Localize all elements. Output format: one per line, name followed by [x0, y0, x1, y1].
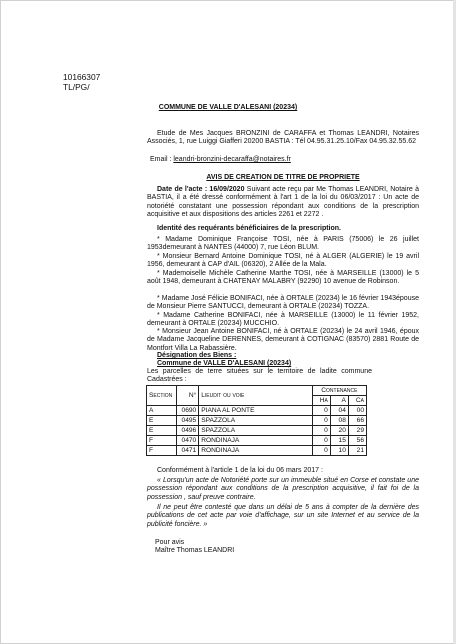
cell-number: 0496 — [177, 426, 199, 436]
table-row — [147, 446, 367, 456]
requerant-1: * Madame Dominique Françoise TOSI, née à PARIS (75006) le 26 juillet 1953demeurant à NANTES (44000) 7, rue Léon BLUM. — [147, 236, 419, 252]
requerant-6: * Monsieur Jean Antoine BONIFACI, né à ORTALE (20234) le 24 avril 1946, époux de Madame Jacqueline DERENNES, demeurant à COTIGNAC (83570) 2881 Route de Montfort Villa La Rabassière. — [147, 328, 419, 352]
cell-ha: 0 — [312, 406, 330, 416]
cell-ha: 0 — [312, 446, 330, 456]
cell-lieudit: SPAZZOLA — [199, 416, 313, 426]
cell-number: 0471 — [177, 446, 199, 456]
table-row — [147, 416, 367, 426]
email-link[interactable]: leandri-bronzini-decaraffa@notaires.fr — [173, 156, 291, 163]
table-row — [147, 436, 367, 446]
cell-ca: 56 — [348, 436, 366, 446]
cell-a: 08 — [330, 416, 348, 426]
cell-section: E — [147, 426, 177, 436]
cell-ca: 66 — [348, 416, 366, 426]
signature: Maître Thomas LEANDRI — [155, 547, 235, 554]
cell-ca: 21 — [348, 446, 366, 456]
pour-avis: Pour avis — [155, 539, 185, 546]
cell-ha: 0 — [312, 416, 330, 426]
cell-a: 10 — [330, 446, 348, 456]
cell-section: F — [147, 436, 177, 446]
identite-title: Identité des requérants bénéficiaires de la prescription. — [157, 225, 342, 232]
date-label: Date de l'acte : 16/09/2020 — [157, 186, 245, 193]
cell-section: E — [147, 416, 177, 426]
date-paragraph — [147, 186, 419, 220]
header-number: N° — [177, 386, 199, 406]
cell-section: A — [147, 406, 177, 416]
requerant-3: * Mademoiselle Michèle Catherine Marthe TOSI, née à MARSEILLE (13000) le 5 août 1948, demeurant à CHATENAY MALABRY (92290) 10 avenue de Robinson. — [147, 270, 419, 286]
cell-number: 0470 — [177, 436, 199, 446]
reference-number: 10166307 — [63, 72, 101, 82]
commune-title: COMMUNE DE VALLE D'ALESANI (20234) — [158, 104, 298, 111]
header-ca: Ca — [348, 396, 366, 406]
header-contenance: Contenance — [312, 386, 366, 396]
cell-lieudit: SPAZZOLA — [199, 426, 313, 436]
requerant-5: * Madame Catherine BONIFACI, née à MARSEILLE (13000) le 11 février 1952, demeurant à ORTALE (20234) MUCCHIO. — [147, 312, 419, 328]
cell-a: 20 — [330, 426, 348, 436]
parcelles-text: Les parcelles de terre situées sur le territoire de ladite commune Cadastrées : — [147, 368, 372, 384]
cell-lieudit: RONDINAJA — [199, 436, 313, 446]
date-text: Suivant acte reçu par Me Thomas LEANDRI, Notaire à BASTIA, il a été dressé conformément à l'art 1 de la loi du 06/03/2017 : Un acte de notoriété constatant une possession répondant aux conditions de la prescription acquisitive et aux dispositions des articles 2261 et 2272 . — [147, 186, 420, 219]
etude-paragraph: Etude de Mes Jacques BRONZINI de CARAFFA et Thomas LEANDRI, Notaires Associés, 1, rue Luiggi Giafferi 20200 BASTIA : Tél 04.95.31.25.10/Fax 04.95.32.55.62 — [147, 130, 419, 146]
table-row — [147, 426, 367, 436]
cell-number: 0495 — [177, 416, 199, 426]
designation-title: Désignation des Biens : — [157, 352, 237, 359]
requerant-4: * Madame José Félicie BONIFACI, née à ORTALE (20234) le 16 février 1943épouse de Monsieur Pierre SANTUCCI, demeurant à ORTALE (20234) TOZZA. — [147, 295, 419, 311]
cell-a: 04 — [330, 406, 348, 416]
cell-a: 15 — [330, 436, 348, 446]
cell-ca: 29 — [348, 426, 366, 436]
conformement-line: Conformément à l'article 1 de la loi du 06 mars 2017 : — [157, 467, 323, 474]
email-line — [147, 156, 419, 164]
cell-ha: 0 — [312, 436, 330, 446]
header-section: Section — [147, 386, 177, 406]
cell-section: F — [147, 446, 177, 456]
table-row — [147, 406, 367, 416]
quote-paragraph-1: « Lorsqu'un acte de Notoriété porte sur un immeuble situé en Corse et constate une possession répondant aux conditions de la prescription acquisitive, il fait foi de la possession , sauf preuve contraire. — [147, 477, 419, 501]
header-lieudit: Lieudit ou voie — [199, 386, 313, 406]
table-header-row — [147, 386, 367, 396]
header-ha: Ha — [312, 396, 330, 406]
quote-paragraph-2: Il ne peut être contesté que dans un délai de 5 ans à compter de la dernière des publications de cet acte par voie d'affichage, sur un site Internet et au service de la publicité foncière. » — [147, 504, 419, 528]
requerant-2: * Monsieur Bernard Antoine Dominique TOSI, né à ALGER (ALGERIE) le 19 avril 1956, demeurant à CAP d'AIL (06320), 2 Allée de la Mala. — [147, 253, 419, 269]
email-label: Email : — [150, 156, 172, 163]
cell-lieudit: PIANA AL PONTE — [199, 406, 313, 416]
commune-subtitle: Commune de VALLE D'ALESANI (20234) — [157, 360, 292, 367]
reference-initials: TL/PG/ — [63, 82, 90, 92]
avis-title: AVIS DE CREATION DE TITRE DE PROPRIETE — [206, 174, 360, 181]
cadastre-table — [146, 385, 367, 456]
header-a: A — [330, 396, 348, 406]
cell-ca: 00 — [348, 406, 366, 416]
cell-ha: 0 — [312, 426, 330, 436]
cell-number: 0690 — [177, 406, 199, 416]
cell-lieudit: RONDINAJA — [199, 446, 313, 456]
